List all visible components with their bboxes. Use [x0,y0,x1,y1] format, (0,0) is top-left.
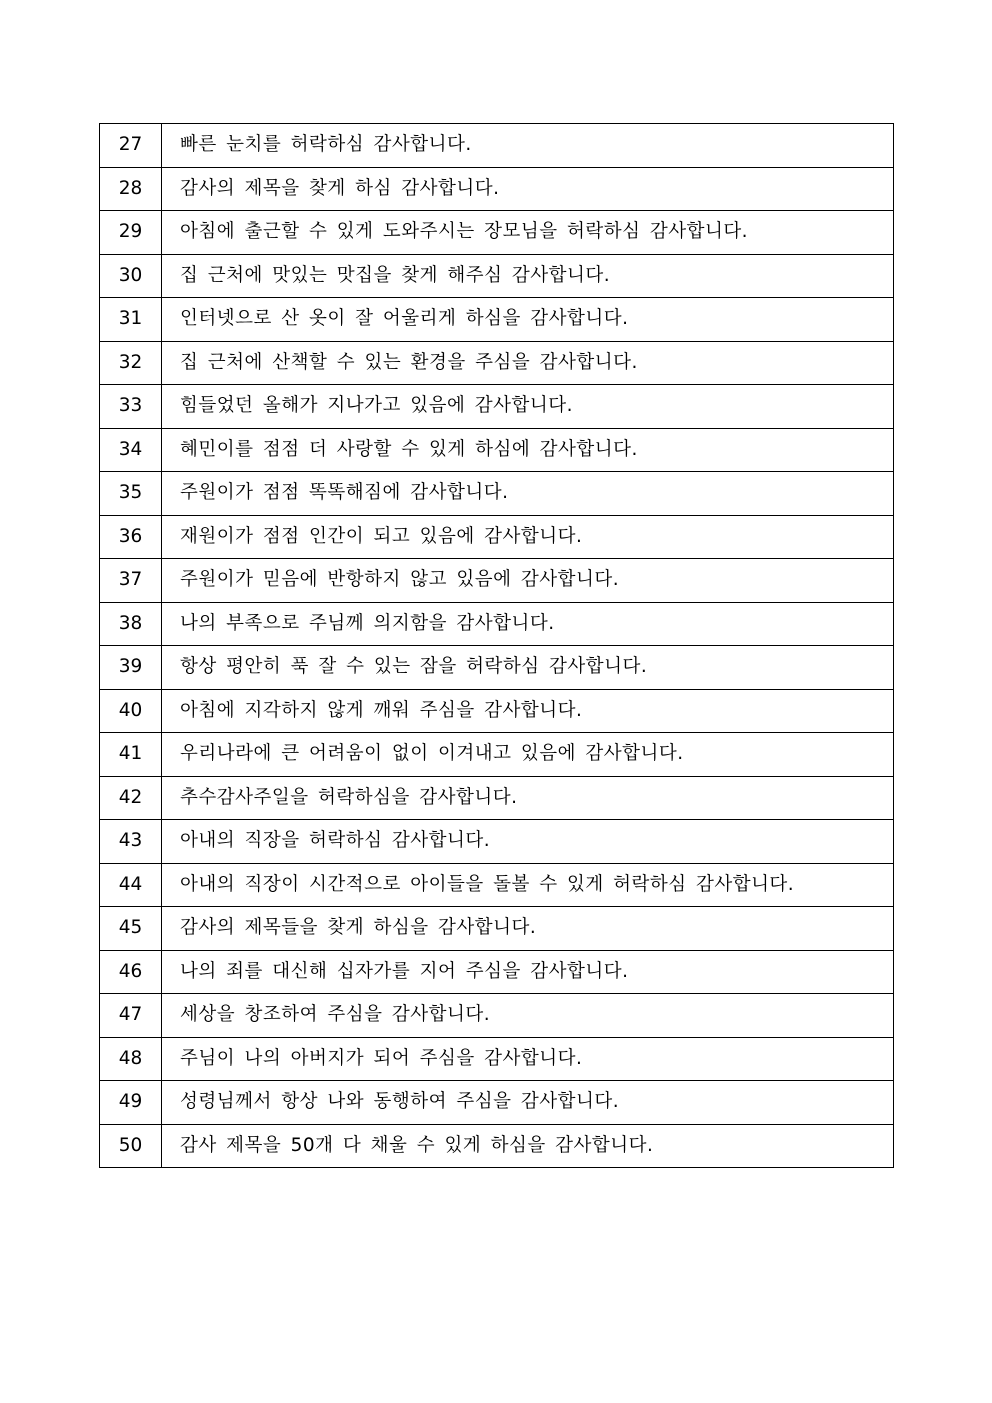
row-text: 아내의 직장이 시간적으로 아이들을 돌볼 수 있게 허락하심 감사합니다. [162,863,894,907]
row-number: 40 [100,689,162,733]
table-row [100,863,894,907]
table-row [100,167,894,211]
row-text: 혜민이를 점점 더 사랑할 수 있게 하심에 감사합니다. [162,428,894,472]
row-text: 항상 평안히 푹 잘 수 있는 잠을 허락하심 감사합니다. [162,646,894,690]
row-text: 재원이가 점점 인간이 되고 있음에 감사합니다. [162,515,894,559]
table-row [100,559,894,603]
table-row [100,385,894,429]
row-text: 나의 부족으로 주님께 의지함을 감사합니다. [162,602,894,646]
row-number: 37 [100,559,162,603]
row-number: 39 [100,646,162,690]
table-row [100,689,894,733]
row-text: 아침에 지각하지 않게 깨워 주심을 감사합니다. [162,689,894,733]
row-number: 30 [100,254,162,298]
row-text: 성령님께서 항상 나와 동행하여 주심을 감사합니다. [162,1081,894,1125]
gratitude-table-body [100,124,894,1168]
table-row [100,820,894,864]
table-row [100,472,894,516]
row-number: 28 [100,167,162,211]
table-row [100,515,894,559]
row-text: 세상을 창조하여 주심을 감사합니다. [162,994,894,1038]
row-number: 35 [100,472,162,516]
gratitude-table [99,123,894,1168]
row-number: 48 [100,1037,162,1081]
row-number: 42 [100,776,162,820]
table-row [100,1081,894,1125]
row-text: 힘들었던 올해가 지나가고 있음에 감사합니다. [162,385,894,429]
row-number: 49 [100,1081,162,1125]
table-row [100,994,894,1038]
row-text: 감사의 제목을 찾게 하심 감사합니다. [162,167,894,211]
row-number: 50 [100,1124,162,1168]
row-number: 47 [100,994,162,1038]
table-row [100,733,894,777]
table-row [100,776,894,820]
row-text: 우리나라에 큰 어려움이 없이 이겨내고 있음에 감사합니다. [162,733,894,777]
row-text: 주원이가 믿음에 반항하지 않고 있음에 감사합니다. [162,559,894,603]
row-text: 집 근처에 맛있는 맛집을 찾게 해주심 감사합니다. [162,254,894,298]
row-text: 빠른 눈치를 허락하심 감사합니다. [162,124,894,168]
row-number: 45 [100,907,162,951]
table-row [100,124,894,168]
table-row [100,1124,894,1168]
row-number: 43 [100,820,162,864]
row-number: 29 [100,211,162,255]
table-row [100,341,894,385]
row-text: 추수감사주일을 허락하심을 감사합니다. [162,776,894,820]
row-number: 31 [100,298,162,342]
table-row [100,602,894,646]
row-text: 주원이가 점점 똑똑해짐에 감사합니다. [162,472,894,516]
row-text: 아침에 출근할 수 있게 도와주시는 장모님을 허락하심 감사합니다. [162,211,894,255]
row-number: 38 [100,602,162,646]
row-text: 인터넷으로 산 옷이 잘 어울리게 하심을 감사합니다. [162,298,894,342]
table-row [100,646,894,690]
row-text: 주님이 나의 아버지가 되어 주심을 감사합니다. [162,1037,894,1081]
row-text: 감사 제목을 50개 다 채울 수 있게 하심을 감사합니다. [162,1124,894,1168]
row-text: 아내의 직장을 허락하심 감사합니다. [162,820,894,864]
table-row [100,211,894,255]
table-row [100,907,894,951]
row-number: 27 [100,124,162,168]
row-text: 감사의 제목들을 찾게 하심을 감사합니다. [162,907,894,951]
table-row [100,254,894,298]
table-row [100,1037,894,1081]
table-row [100,950,894,994]
row-number: 41 [100,733,162,777]
row-number: 33 [100,385,162,429]
row-number: 34 [100,428,162,472]
row-number: 32 [100,341,162,385]
row-number: 36 [100,515,162,559]
table-row [100,428,894,472]
row-text: 집 근처에 산책할 수 있는 환경을 주심을 감사합니다. [162,341,894,385]
row-text: 나의 죄를 대신해 십자가를 지어 주심을 감사합니다. [162,950,894,994]
table-row [100,298,894,342]
row-number: 46 [100,950,162,994]
row-number: 44 [100,863,162,907]
